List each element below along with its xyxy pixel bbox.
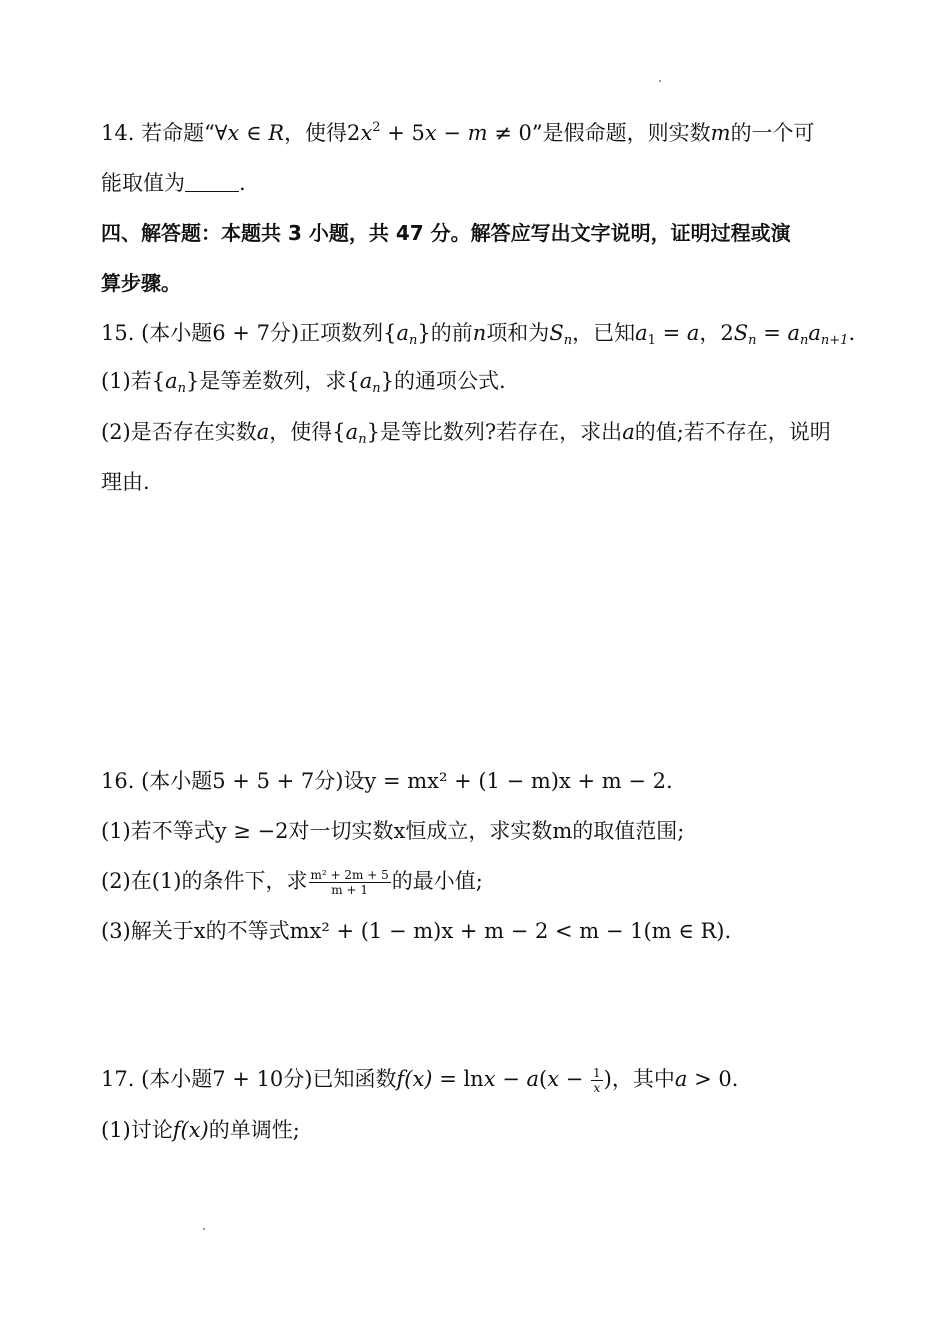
q15-part-2: (2)是否存在实数a，使得$\{a_n\}$是等比数列?若存在，求出a的值;若不存在，说明 [101,420,831,447]
q17-intro: 17. (本小题7 + 10分)已知函数f(x) = lnx − a(x − $\frac{1}{x}$ )，其中a > 0. [101,1066,739,1095]
q15-intro: 15. (本小题6 + 7分)正项数列$\{a_n\}$的前n项和为$S_n$，已知$a_1 = a$，$2S_n = a_na_{n+1}$. [101,321,856,348]
section-heading-line-2: 算步骤。 [101,271,181,295]
fraction: $\frac{1}{x}$ [593,1066,601,1095]
q14-line-2: 能取值为 . [101,171,246,195]
q14-line-1: 14. 若命题“∀x ∈ R，使得$2x^2 + 5x - m \ne 0$”是假命题，则实数m的一个可 [101,120,815,145]
q15-part-1: (1)若$\{a_n\}$是等差数列，求$\{a_n\}$的通项公式. [101,369,506,396]
scan-speck [659,80,661,82]
q17-part-1: (1)讨论f(x)的单调性; [101,1118,300,1142]
fraction: $\frac{\text{m² + 2m + 5}}{m + 1}$ [310,868,389,897]
q16-intro: 16. (本小题5 + 5 + 7分)设y = mx² + (1 − m)x + m − 2. [101,769,673,793]
section-heading-line-1: 四、解答题：本题共 3 小题，共 47 分。解答应写出文字说明，证明过程或演 [101,221,791,245]
q15-part-2-cont: 理由. [101,470,150,494]
answer-blank[interactable] [185,171,239,192]
q16-part-3: (3)解关于x的不等式mx² + (1 − m)x + m − 2 < m − 1(m ∈ R). [101,919,732,943]
q16-part-2: (2)在(1)的条件下，求 $\frac{\text{m² + 2m + 5}}{m + 1}$ 的最小值; [101,868,483,897]
scan-speck [203,1228,205,1230]
q16-part-1: (1)若不等式y ≥ −2对一切实数x恒成立，求实数m的取值范围; [101,819,685,843]
